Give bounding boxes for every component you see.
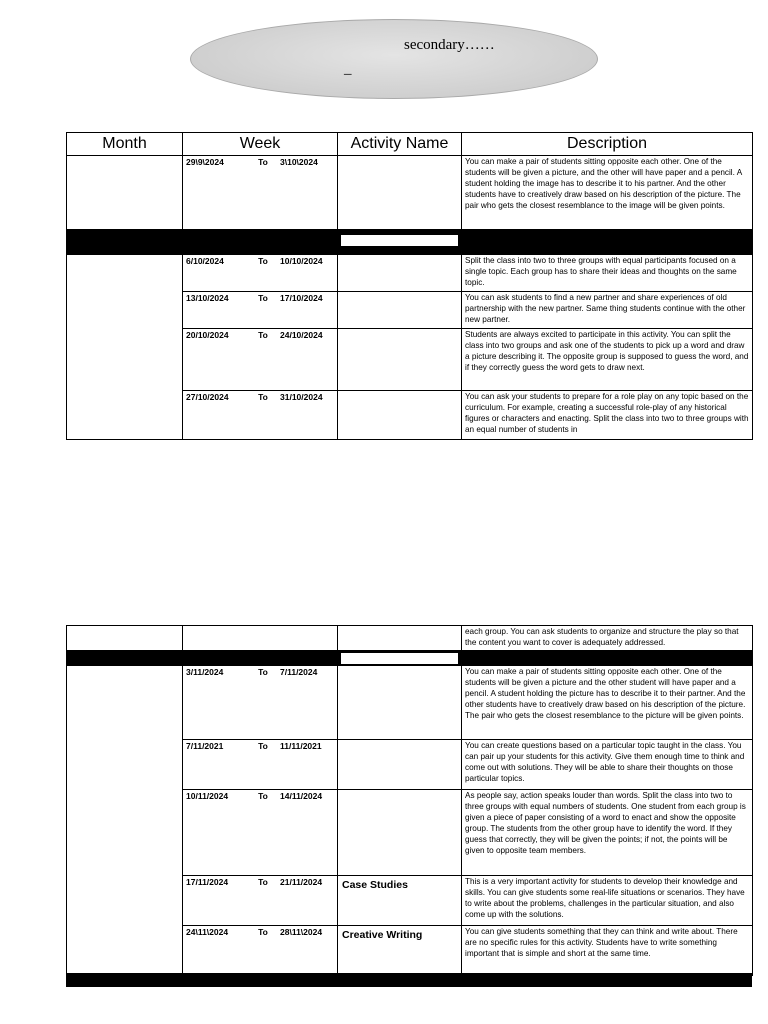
description-cell: You can ask students to find a new partner and share experiences of old partnership with the new partner. Same thing students continue with the other new partner.: [462, 292, 753, 329]
table-row: [67, 255, 753, 292]
week-cell: 13/10/2024 To 17/10/2024: [183, 292, 338, 329]
description-cell: Students are always excited to participate in this activity. You can split the class into two groups and ask one of the students to pick up a word and draw a picture describing it. The opposite group is supposed to guess the word, and if they correctly guess the word gets to draw next.: [462, 329, 753, 391]
week-cell: 17/11/2024 To 21/11/2024: [183, 876, 338, 926]
activity-cell: Creative Writing: [338, 926, 462, 976]
title-dash: _: [344, 61, 352, 77]
activity-cell: [338, 255, 462, 292]
week-cell: 29\9\2024 To 3\10\2024: [183, 156, 338, 230]
description-cell: You can make a pair of students sitting opposite each other. One of the students will be given a picture and the other student will have paper and a pencil. A student holding the picture has to describe it to their partner. And the other students have to creatively draw based on his description of the picture. The pair who gets the closest resemblance to the picture will be given points.: [462, 666, 753, 740]
table-row: [67, 156, 753, 230]
white-box: [341, 653, 458, 664]
description-cell: As people say, action speaks louder than words. Split the class into two to three groups with equal numbers of students. One student from each group is given a piece of paper consisting of a word to enact and show the opposite group. The students from the other group have to identify the word. If they guess that correctly, they will be given the points; if not, the points will be given to opposite team members.: [462, 790, 753, 876]
activity-cell: [338, 329, 462, 391]
separator-row: [67, 651, 753, 666]
description-cell: You can ask your students to prepare for a role play on any topic based on the curriculum. For example, creating a successful role-play of any historical figures or characters and enacting. Split the class into two to three groups with an equal number of students in: [462, 391, 753, 440]
activity-cell: [338, 666, 462, 740]
table-row: [67, 666, 753, 740]
activity-cell: [338, 391, 462, 440]
activity-cell: [338, 790, 462, 876]
week-cell: 24\11\2024 To 28\11\2024: [183, 926, 338, 976]
week-cell: 3/11/2024 To 7/11/2024: [183, 666, 338, 740]
white-box: [341, 235, 458, 246]
header-week: Week: [183, 133, 338, 156]
header-description: Description: [462, 133, 753, 156]
activity-cell: Case Studies: [338, 876, 462, 926]
week-cell: 27/10/2024 To 31/10/2024: [183, 391, 338, 440]
activity-cell: [338, 740, 462, 790]
header-activity-name: Activity Name: [338, 133, 462, 156]
week-cell: 7/11/2021 To 11/11/2021: [183, 740, 338, 790]
activity-table-2: [66, 625, 753, 976]
description-continuation: each group. You can ask students to organize and structure the play so that the content you want to cover is adequately addressed.: [462, 626, 753, 651]
month-cell: [67, 255, 183, 440]
description-cell: You can give students something that they can think and write about. There are no specific rules for this activity. Students have to write something important that is simple and short at the same time.: [462, 926, 753, 976]
week-cell: 20/10/2024 To 24/10/2024: [183, 329, 338, 391]
separator-row: [67, 230, 753, 255]
table-header-row: [67, 133, 753, 156]
month-cell: [67, 156, 183, 230]
activity-table-1: [66, 132, 753, 440]
page-title: secondary……: [404, 37, 495, 53]
month-cell: [67, 666, 183, 976]
week-cell: 10/11/2024 To 14/11/2024: [183, 790, 338, 876]
table-footer-bar: [66, 973, 752, 987]
activity-cell: [338, 292, 462, 329]
header-month: Month: [67, 133, 183, 156]
description-cell: You can make a pair of students sitting opposite each other. One of the students will be given a picture, and the other will have paper and a pencil. A student holding the image has to describe it to his partner. And the other students have to creatively draw based on his description of the picture. The pair who gets the closest resemblance to the image will be given points.: [462, 156, 753, 230]
activity-cell: [338, 156, 462, 230]
description-cell: You can create questions based on a particular topic taught in the class. You can pair up your students for this activity. Give them enough time to think and come out with solutions. They will be able to share their thoughts on those particular topics.: [462, 740, 753, 790]
week-cell: 6/10/2024 To 10/10/2024: [183, 255, 338, 292]
description-cell: This is a very important activity for students to develop their knowledge and skills. You can give students some real-life situations or scenarios. They have to write about the problems, challenges in the particular situation, and also come up with the solutions.: [462, 876, 753, 926]
description-cell: Split the class into two to three groups with equal participants focused on a single topic. Each group has to share their ideas and thoughts on the same topic.: [462, 255, 753, 292]
title-oval: [190, 19, 598, 99]
table-row: [67, 626, 753, 651]
